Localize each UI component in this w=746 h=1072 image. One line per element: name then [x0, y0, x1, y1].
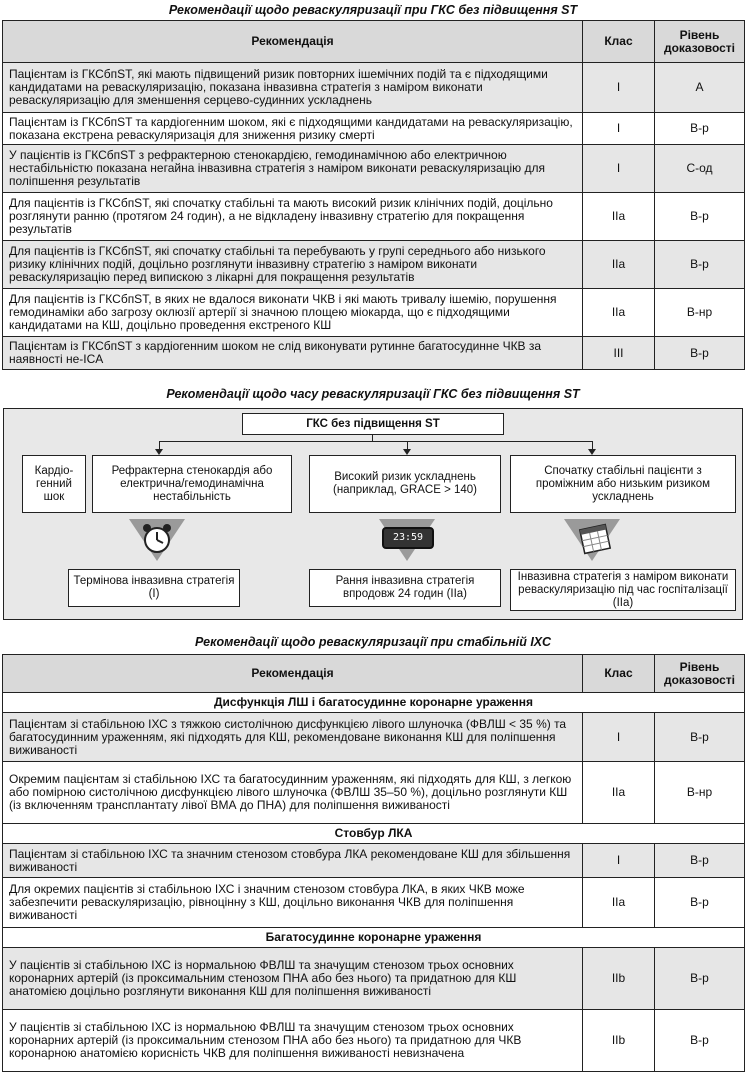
- connector-line: [159, 441, 592, 442]
- row-class: IIa: [583, 289, 655, 337]
- row-text: У пацієнтів зі стабільною ІХС із нормальною ФВЛШ та значущим стенозом трьох основних коронарних артерій (із проксимальним стенозом ПНА або без нього) та придатною для КШ анатомією доцільно розглянути виконання КШ для поліпшення виживаності: [3, 948, 583, 1010]
- row-text: Для пацієнтів із ГКСбпST, які спочатку стабільні та перебувають у групі середнього або низького ризику клінічних подій, доцільно розглянути інвазивну стратегію з наміром виконати реваскуляризацію перед випискою з лікарні для покращення результатів: [3, 241, 583, 289]
- timing-diagram: [3, 408, 743, 620]
- table-row: [3, 63, 745, 113]
- table-row: [3, 948, 745, 1010]
- row-level: B-р: [655, 844, 745, 878]
- table-row: [3, 113, 745, 145]
- row-level: B-р: [655, 948, 745, 1010]
- in-hospital-strategy-box: Інвазивна стратегія з наміром виконати реваскуляризацію під час госпіталізації (IIa): [510, 569, 736, 611]
- header-level: Рівень доказовості: [655, 655, 745, 693]
- row-text: У пацієнтів із ГКСбпST з рефрактерною стенокардією, гемодинамічною або електричною нестабільністю показана негайна інвазивна стратегія з наміром виконати реваскуляризацію для поліпшення результатів: [3, 145, 583, 193]
- acs-nste-box: ГКС без підвищення ST: [242, 413, 504, 435]
- row-level: B-р: [655, 713, 745, 762]
- cardiogenic-shock-box: Кардіо-генний шок: [22, 455, 86, 513]
- table-row: [3, 241, 745, 289]
- row-level: B-р: [655, 193, 745, 241]
- digital-timer-icon: 23:59: [382, 527, 434, 549]
- row-text: Пацієнтам зі стабільною ІХС з тяжкою систолічною дисфункцією лівого шлуночка (ФВЛШ < 35 %) та багатосудинним ураженням, які підходять для КШ, рекомендоване виконання КШ для поліпшення виживаності: [3, 713, 583, 762]
- refractory-angina-box: Рефрактерна стенокардія або електрична/гемодинамічна нестабільність: [92, 455, 292, 513]
- row-level: B-р: [655, 337, 745, 370]
- table-row: [3, 762, 745, 824]
- table-row: [3, 289, 745, 337]
- table-row: [3, 1010, 745, 1072]
- row-text: Пацієнтам із ГКСбпST та кардіогенним шоком, які є підходящими кандидатами на реваскуляризацію, показана екстрена реваскуляризація для зниження ризику смерті: [3, 113, 583, 145]
- connector-line: [372, 435, 373, 442]
- row-text: Пацієнтам із ГКСбпST, які мають підвищений ризик повторних ішемічних подій та є підходящими кандидатами на реваскуляризацію, показана інвазивна стратегія з наміром виконати реваскуляризацію для зменшення серцево-судинних ускладнень: [3, 63, 583, 113]
- row-class: IIa: [583, 241, 655, 289]
- row-text: Для пацієнтів із ГКСбпST, в яких не вдалося виконати ЧКВ і які мають тривалу ішемію, порушення гемодинаміки або загрозу оклюзії артерії зі значною площею міокарда, що є підходящими кандидатами на КШ, доцільно проведення екстреного КШ: [3, 289, 583, 337]
- row-class: I: [583, 844, 655, 878]
- row-class: IIa: [583, 193, 655, 241]
- stable-patients-box: Спочатку стабільні пацієнти з проміжним або низьким ризиком ускладнень: [510, 455, 736, 513]
- row-level: A: [655, 63, 745, 113]
- row-class: III: [583, 337, 655, 370]
- section3-title: Рекомендації щодо реваскуляризації при стабільній ІХС: [194, 635, 552, 649]
- row-level: B-нр: [655, 289, 745, 337]
- table-row: [3, 193, 745, 241]
- row-level: B-р: [655, 113, 745, 145]
- row-class: IIa: [583, 762, 655, 824]
- header-recommendation: Рекомендація: [3, 21, 583, 63]
- row-level: C-од: [655, 145, 745, 193]
- calendar-icon: [574, 519, 616, 559]
- acs-revasc-table: [2, 20, 745, 370]
- stable-cad-table: [2, 654, 745, 1072]
- table-row: [3, 844, 745, 878]
- row-class: IIa: [583, 878, 655, 928]
- row-text: Пацієнтам зі стабільною ІХС та значним стенозом стовбура ЛКА рекомендоване КШ для збільшення виживаності: [3, 844, 583, 878]
- header-class: Клас: [583, 655, 655, 693]
- group-title: Дисфункція ЛШ і багатосудинне коронарне ураження: [3, 693, 745, 713]
- urgent-strategy-box: Термінова інвазивна стратегія (I): [68, 569, 240, 607]
- row-text: У пацієнтів зі стабільною ІХС із нормальною ФВЛШ та значущим стенозом трьох основних коронарних артерій (із проксимальним стенозом ПНА або без нього) та придатною для ЧКВ коронарною анатомією корисність ЧКВ для поліпшення виживаності невизначена: [3, 1010, 583, 1072]
- row-level: B-р: [655, 878, 745, 928]
- row-text: Окремим пацієнтам зі стабільною ІХС та багатосудинним ураженням, які підходять для КШ, з легкою або помірною систолічною дисфункцією лівого шлуночка (ФВЛШ 35–50 %), доцільно розглянути КШ (із включенням трансплантату лівої ВМА до ПНА) для поліпшення виживаності: [3, 762, 583, 824]
- table-row: [3, 713, 745, 762]
- header-level: Рівень доказовості: [655, 21, 745, 63]
- row-class: I: [583, 63, 655, 113]
- row-class: IIb: [583, 1010, 655, 1072]
- early-strategy-box: Рання інвазивна стратегія впродовж 24 годин (IIa): [309, 569, 501, 607]
- row-class: I: [583, 713, 655, 762]
- table-row: [3, 878, 745, 928]
- alarm-clock-icon: [138, 521, 176, 555]
- section2-title: Рекомендації щодо часу реваскуляризації ГКС без підвищення ST: [166, 387, 580, 401]
- row-text: Пацієнтам із ГКСбпST з кардіогенним шоком не слід виконувати рутинне багатосудинне ЧКВ за наявності не-ICA: [3, 337, 583, 370]
- group-title: Багатосудинне коронарне ураження: [3, 928, 745, 948]
- row-class: IIb: [583, 948, 655, 1010]
- row-text: Для окремих пацієнтів зі стабільною ІХС і значним стенозом стовбура ЛКА, в яких ЧКВ може забезпечити реваскуляризацію, рівноцінну з КШ, доцільно виконання ЧКВ для поліпшення виживаності: [3, 878, 583, 928]
- section1-title: Рекомендації щодо реваскуляризації при ГКС без підвищення ST: [168, 3, 578, 17]
- header-class: Клас: [583, 21, 655, 63]
- row-level: B-р: [655, 241, 745, 289]
- row-level: B-р: [655, 1010, 745, 1072]
- row-class: I: [583, 113, 655, 145]
- row-text: Для пацієнтів із ГКСбпST, які спочатку стабільні та мають високий ризик клінічних подій, доцільно розглянути ранню (протягом 24 годин), а не відкладену інвазивну стратегію для покращення результатів: [3, 193, 583, 241]
- table-row: [3, 337, 745, 370]
- table-row: [3, 145, 745, 193]
- row-level: B-нр: [655, 762, 745, 824]
- high-risk-box: Високий ризик ускладнень (наприклад, GRACE > 140): [309, 455, 501, 513]
- row-class: I: [583, 145, 655, 193]
- group-title: Стовбур ЛКА: [3, 824, 745, 844]
- header-recommendation: Рекомендація: [3, 655, 583, 693]
